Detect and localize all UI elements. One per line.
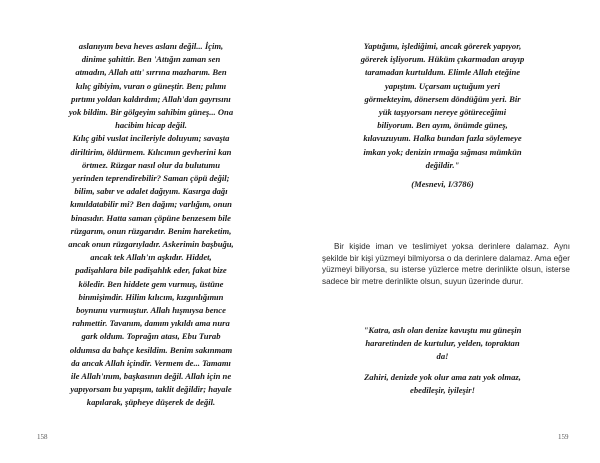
verse-line: bilim, sabır ve adalet dağıyım. Kasırga dağı bbox=[74, 186, 228, 197]
verse-line: binasıdır. Hatta saman çöpüne benzesem bile bbox=[71, 212, 231, 223]
verse-line: rüzgarım, onun rüzgarıdır. Benim hareketim, bbox=[70, 225, 232, 236]
verse-line: yerinden teprendirebilir? Saman çöpü değil; bbox=[72, 173, 230, 184]
verse-line: değildir." bbox=[425, 159, 460, 170]
verse-line: imkan yok; denizin ırmağa sığması mümkün bbox=[363, 146, 522, 157]
verse-line: padişahlara bile padişahlık eder, fakat bize bbox=[75, 265, 227, 276]
prose-paragraph-block bbox=[322, 241, 570, 287]
verse-line: ebedileşir, iyileşir! bbox=[410, 384, 475, 395]
verse-line: oldumsa da bahçe kesildim. Benim sakınmam bbox=[69, 344, 233, 355]
verse-line: Zahiri, denizde yok olur ama zatı yok olmaz, bbox=[364, 371, 521, 382]
verse-line: kılıç gibiyim, vuran o güneştir. Ben; pılımı bbox=[75, 80, 227, 91]
left-verse-block bbox=[38, 40, 264, 410]
verse-line: yük taşıyorsam nereye götüreceğimi bbox=[378, 107, 507, 118]
verse-line: hararetinden de kurtulur, yelden, topraktan bbox=[365, 338, 520, 349]
verse-line: da! bbox=[436, 351, 449, 362]
verse-line: aslanıyım beva heves aslanı değil... İçim, bbox=[78, 41, 224, 51]
verse-line: görmekteyim, dönersem döndüğüm yeri. Bir bbox=[364, 93, 521, 104]
verse-line: yapıyorsam bu yapışım, taklit değildir; hayale bbox=[70, 384, 232, 395]
right-page bbox=[300, 0, 600, 463]
verse-line: köledir. Ben hiddete gem vurmuş, üstüne bbox=[78, 278, 224, 289]
verse-line: rahmettir. Tavanım, damım yıkıldı ama nura bbox=[72, 318, 230, 329]
verse-line: görerek işliyorum. Hüküm çıkarmadan arayıp bbox=[360, 54, 525, 65]
verse-line: ile Allah'ınım, başkasının değil. Allah için ne bbox=[70, 371, 232, 382]
right-verse-block bbox=[320, 40, 565, 191]
closing-verse-stanza-2 bbox=[320, 371, 565, 397]
verse-line: ancak onun rüzgarıyladır. Askerimin başbuğu, bbox=[68, 239, 234, 250]
verse-line: "Katra, aslı olan denize kavuştu mu güneşin bbox=[363, 325, 522, 335]
verse-line: ancak tek Allah'ın aşkıdır. Hiddet, bbox=[90, 252, 212, 263]
verse-line: boynunu vurmuştur. Allah hışmıysa bence bbox=[76, 305, 226, 316]
closing-verse-block bbox=[320, 324, 565, 397]
verse-line: gark oldum. Toprağın atası, Ebu Turab bbox=[81, 331, 221, 342]
verse-line: kımıldatabilir mi? Ben dağım; varlığım, onun bbox=[70, 199, 232, 210]
verse-line: yapıştım. Uçarsam uçtuğum yeri bbox=[384, 80, 501, 91]
verse-line: binmişimdir. Hilim kılıcım, kızgınlığımın bbox=[78, 291, 224, 302]
verse-line: Kılıç gibi vuslat incileriyle doluyum; savaşta bbox=[72, 133, 230, 144]
verse-line: dinime şahittir. Ben 'Attığın zaman sen bbox=[81, 54, 221, 65]
left-page-number: 158 bbox=[37, 433, 48, 441]
verse-line: pırtımı yoldan kaldırdım; Allah'dan gayrısını bbox=[71, 93, 231, 104]
verse-line: kapılarak, şüpheye düşerek de değil. bbox=[86, 397, 216, 408]
verse-line: örtmez. Rüzgar nasıl olur da bulutumu bbox=[81, 159, 221, 170]
verse-line: kılavuzuyum. Halka bundan fazla söylemeye bbox=[363, 133, 522, 144]
prose-paragraph: Bir kişide iman ve teslimiyet yoksa derinlere dalamaz. Aynı şekilde bir kişi yüzmeyi bilmiyorsa o da derinlere dalamaz. Ama eğer yüzmeyi biliyorsa, su isterse yüzlerce metre derinlikte olsun, isterse sadece bir metre derinlikte olsun, suyun üzerinde durur. bbox=[322, 242, 570, 286]
verse-line: taramadan kurtuldum. Elimle Allah eteğine bbox=[364, 67, 521, 78]
verse-line: da ancak Allah içindir. Vermem de... Tamamı bbox=[71, 357, 231, 368]
right-page-number: 159 bbox=[558, 433, 569, 441]
verse-line: atmadın, Allah attı' sırrına mazharım. Ben bbox=[75, 67, 227, 78]
closing-verse-stanza-1 bbox=[320, 324, 565, 364]
verse-line: yok bildim. Bir gölgeyim sahibim güneş... Ona bbox=[68, 107, 234, 118]
verse-line: diriltirim, öldürmem. Kılıcımın gevherini kan bbox=[70, 146, 232, 157]
verse-line: hacibim hicap değil. bbox=[115, 120, 187, 131]
citation: (Mesnevi, I/3786) bbox=[411, 179, 474, 190]
right-verse-lines bbox=[320, 40, 565, 172]
verse-line: Yaptığımı, işlediğimi, ancak görerek yapıyor, bbox=[363, 41, 522, 51]
verse-line: biliyorum. Ben ayım, önümde güneş, bbox=[377, 120, 508, 131]
